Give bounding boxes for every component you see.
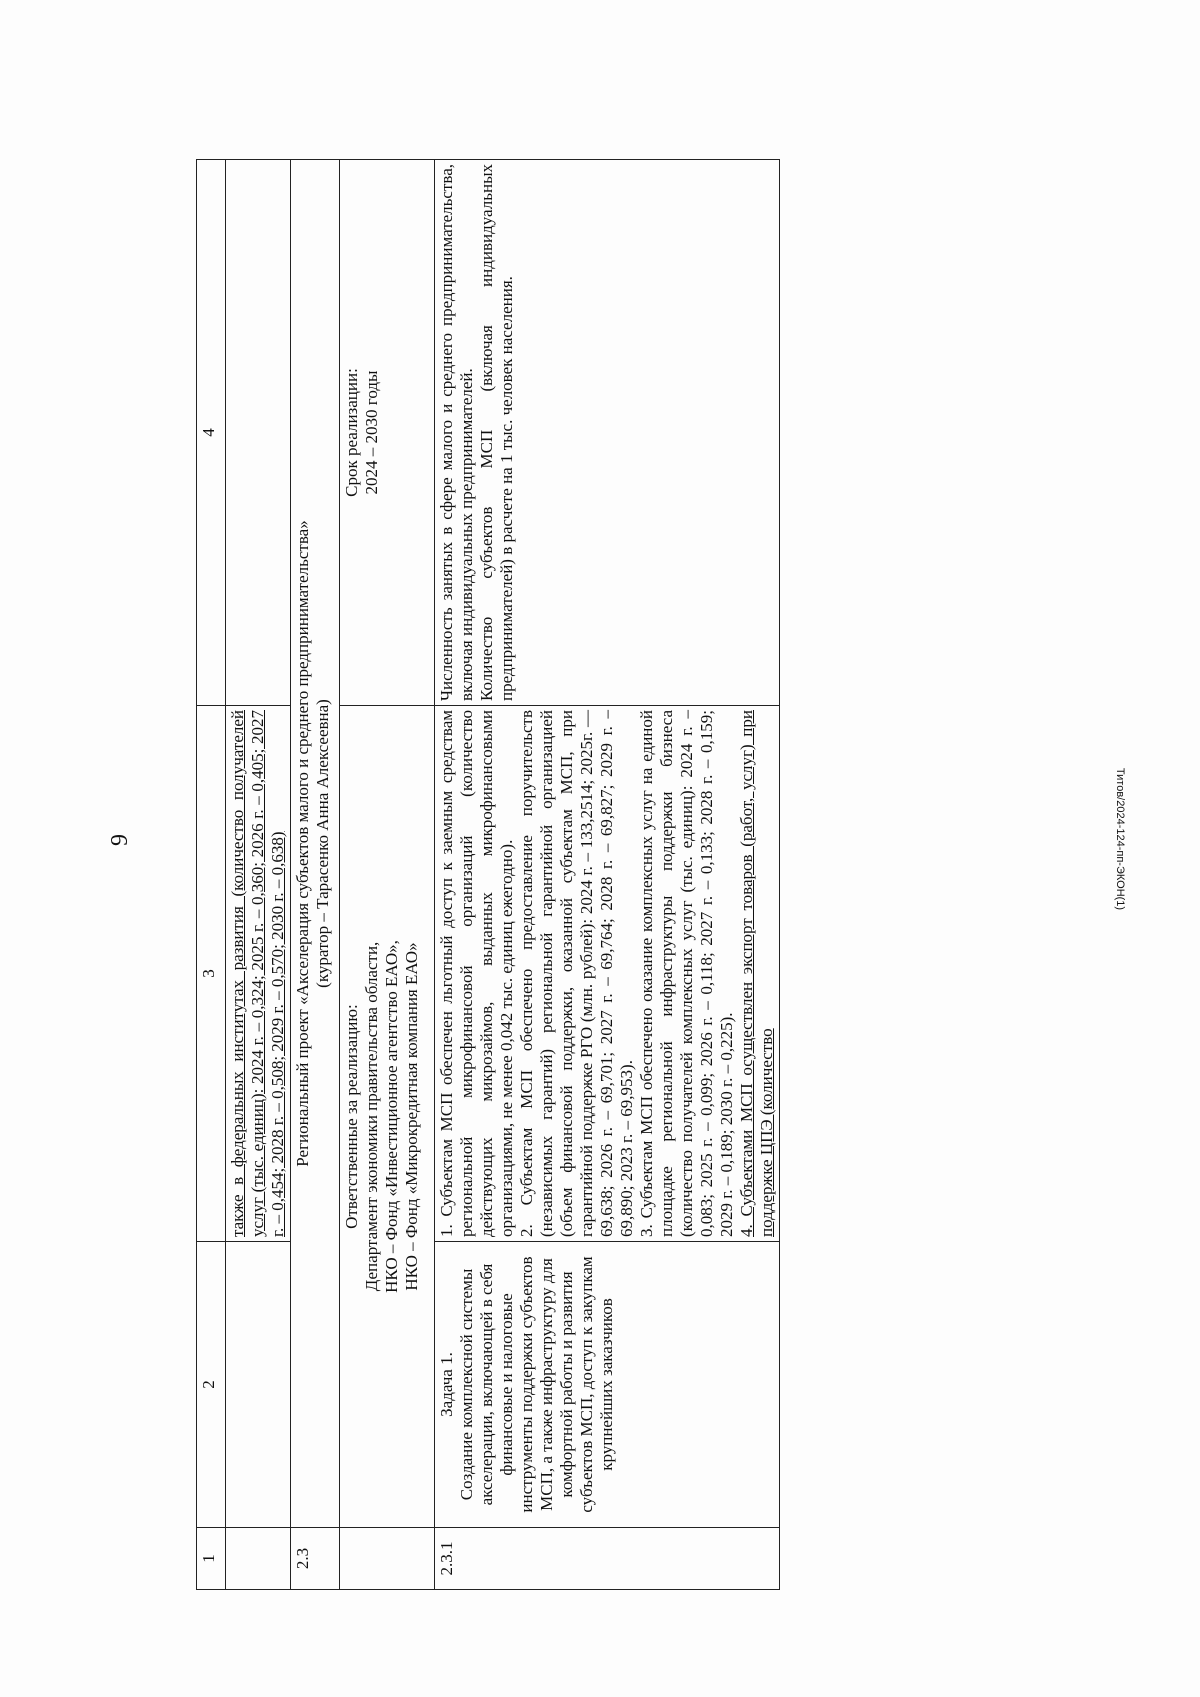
responsible-3: НКО – Фонд «Микрокредитная компания ЕАО»: [402, 942, 421, 1291]
responsible-cell: [340, 706, 435, 1528]
resp-cell-1: [340, 1528, 435, 1590]
cont-cell-2: [226, 1242, 291, 1528]
col-header-4: 4: [197, 160, 226, 706]
col-header-3: 3: [197, 706, 226, 1242]
project-title-cell: [291, 160, 340, 1528]
indicators-cell: [435, 160, 780, 706]
result-item: 1. Субъектам МСП обеспечен льготный доступ к заемным средствам региональной микрофинансовой организаций (количество действующих микрозаймов, выданных микрофинансовыми организациями, не менее 0,042 тыс. единиц ежегодно).: [437, 710, 516, 1237]
indicator-item: Количество субъектов МСП (включая индивидуальных предпринимателей) в расчете на 1 тыс. человек населения.: [477, 164, 516, 701]
task-row: [435, 160, 780, 1590]
col-header-1: 1: [197, 1528, 226, 1590]
responsible-2: НКО – Фонд «Инвестиционное агентство ЕАО»,: [382, 940, 401, 1293]
continuation-row: [226, 160, 291, 1590]
column-header-row: [197, 160, 226, 1590]
results-cell: [435, 706, 780, 1242]
period-cell: [340, 160, 435, 706]
cont-cell-4: [226, 160, 291, 706]
indicator-item: Численность занятых в сфере малого и среднего предпринимательства, включая индивидуальных предпринимателей.: [437, 164, 476, 701]
project-title: Региональный проект «Акселерация субъектов малого и среднего предпринимательства»: [293, 520, 312, 1167]
responsible-row: [340, 160, 435, 1590]
cont-cell-3: также в федеральных институтах развития (количество получателей услуг (тыс. единиц): 2024 г. – 0,324; 2025 г. – 0,360; 2026 г. – 0,405; 2027 г. – 0,454; 2028 г. – 0,508; 2029 г. – 0,570; 2030 г. – 0,638): [226, 706, 291, 1242]
period-value: 2024 – 2030 годы: [362, 370, 381, 495]
document-id: Титов/2024-124-пп-ЭКОН(1): [1114, 767, 1126, 911]
project-row: [291, 160, 340, 1590]
program-table: [196, 159, 780, 1590]
table-container: [196, 160, 1016, 1590]
responsible-label: Ответственные за реализацию:: [342, 1004, 361, 1229]
task-cell: [435, 1242, 780, 1528]
col-header-2: 2: [197, 1242, 226, 1528]
project-curator: (куратор – Тарасенко Анна Алексеевна): [313, 699, 332, 988]
cont-cell-1: [226, 1528, 291, 1590]
task-label: Задача 1.: [437, 1352, 456, 1417]
period-label: Срок реализации:: [342, 368, 361, 497]
result-item: 3. Субъектам МСП обеспечено оказание комплексных услуг на единой площадке региональной инфраструктуры поддержки бизнеса (количество получателей комплексных услуг (тыс. единиц): 2024 г. –0,083; 2025 г. – 0,099; 2026 г. – 0,118; 2027 г. – 0,133; 2028 г. – 0,159; 2029 г. – 0,189; 2030 г. – 0,225).: [637, 710, 736, 1237]
result-item: 4. Субъектами МСП осуществлен экспорт товаров (работ, услуг) при поддержке ЦПЭ (количество: [737, 710, 776, 1237]
project-number: 2.3: [291, 1528, 340, 1590]
result-item: 2. Субъектам МСП обеспечено предоставление поручительств (независимых гарантий) региональной гарантийной организацией (объем финансовой поддержки, оказанной субъектам МСП, при гарантийной поддержке РГО (млн. рублей): 2024 г. – 133,2514; 2025г. — 69,638; 2026 г. – 69,701; 2027 г. – 69,764; 2028 г. – 69,827; 2029 г. – 69,890; 2023 г. – 69,953).: [517, 710, 636, 1237]
task-text: Создание комплексной системы акселерации, включающей в себя финансовые и налоговые инструменты поддержки субъектов МСП, а также инфраструктуру для комфортной работы и развития субъектов МСП, доступ к закупкам крупнейших заказчиков: [457, 1256, 616, 1513]
responsible-1: Департамент экономики правительства области,: [362, 941, 381, 1292]
task-number: 2.3.1: [435, 1528, 780, 1590]
page-number: 9: [107, 834, 133, 846]
